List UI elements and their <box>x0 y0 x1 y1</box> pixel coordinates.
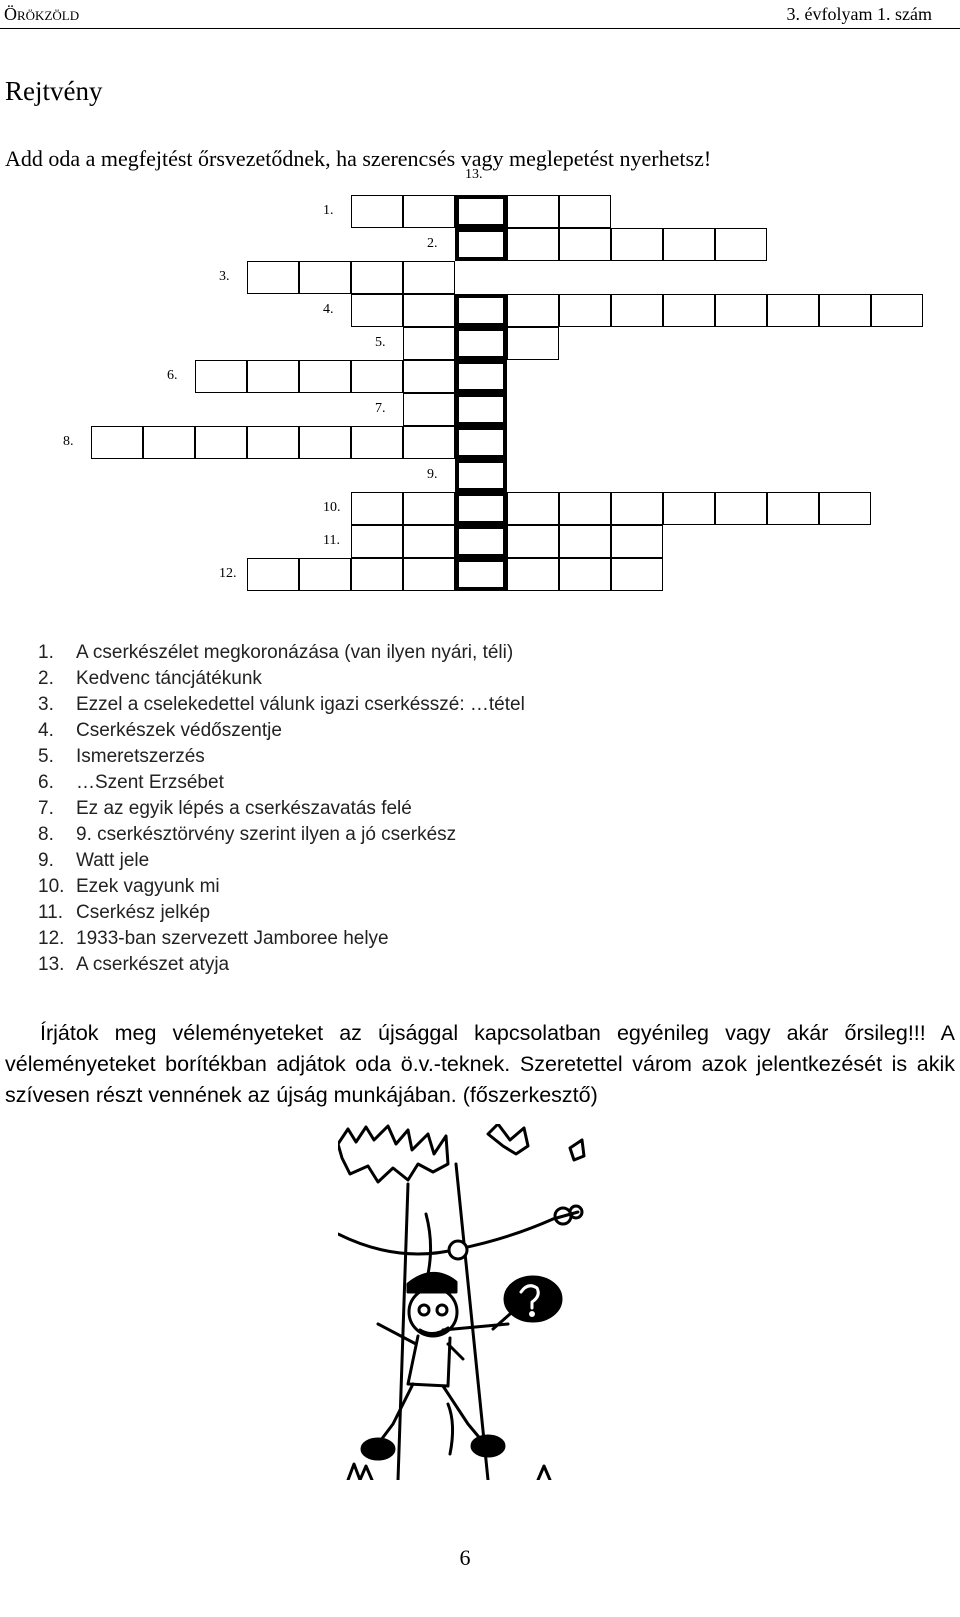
crossword-cell[interactable] <box>819 294 871 327</box>
crossword-cell[interactable] <box>299 261 351 294</box>
crossword-cell[interactable] <box>507 195 559 228</box>
crossword-cell[interactable] <box>507 558 559 591</box>
solution-cell[interactable] <box>455 426 507 459</box>
scout-climbing-tree-cartoon-icon <box>338 1124 588 1480</box>
crossword-cell[interactable] <box>663 294 715 327</box>
crossword-cell[interactable] <box>403 525 455 558</box>
clue-item: 12. 1933-ban szervezett Jamboree helye <box>38 928 389 949</box>
solution-cell[interactable] <box>455 327 507 360</box>
crossword-cell[interactable] <box>611 525 663 558</box>
row-number-label: 2. <box>427 236 438 251</box>
row-number-label: 7. <box>375 401 386 416</box>
crossword-cell[interactable] <box>611 558 663 591</box>
solution-cell[interactable] <box>455 558 507 591</box>
crossword-cell[interactable] <box>351 195 403 228</box>
row-number-label: 12. <box>219 566 237 581</box>
clue-item: 1. A cserkészélet megkoronázása (van ilyen nyári, téli) <box>38 642 514 663</box>
solution-cell[interactable] <box>455 294 507 327</box>
crossword-cell[interactable] <box>507 525 559 558</box>
crossword-cell[interactable] <box>247 261 299 294</box>
solution-cell[interactable] <box>455 195 507 228</box>
clue-item: 8. 9. cserkésztörvény szerint ilyen a jó cserkész <box>38 824 457 845</box>
clue-item: 5. Ismeretszerzés <box>38 746 205 767</box>
crossword-cell[interactable] <box>611 492 663 525</box>
solution-cell[interactable] <box>455 228 507 261</box>
crossword-cell[interactable] <box>559 525 611 558</box>
clue-item: 3. Ezzel a cselekedettel válunk igazi cserkésszé: …tétel <box>38 694 525 715</box>
crossword-cell[interactable] <box>403 195 455 228</box>
row-number-label: 4. <box>323 302 334 317</box>
crossword-cell[interactable] <box>247 426 299 459</box>
clue-item: 11. Cserkész jelkép <box>38 902 211 923</box>
crossword-cell[interactable] <box>143 426 195 459</box>
clue-item: 2. Kedvenc táncjátékunk <box>38 668 262 689</box>
crossword-cell[interactable] <box>299 426 351 459</box>
clue-list <box>38 640 525 978</box>
crossword-cell[interactable] <box>91 426 143 459</box>
crossword-cell[interactable] <box>507 228 559 261</box>
clue-item: 10. Ezek vagyunk mi <box>38 876 220 897</box>
row-number-label: 3. <box>219 269 230 284</box>
crossword-cell[interactable] <box>403 294 455 327</box>
crossword-cell[interactable] <box>715 492 767 525</box>
crossword-cell[interactable] <box>351 492 403 525</box>
crossword-cell[interactable] <box>715 228 767 261</box>
solution-cell[interactable] <box>455 459 507 492</box>
page-title: Rejtvény <box>5 76 103 106</box>
solution-column-label: 13. <box>465 167 483 182</box>
row-number-label: 8. <box>63 434 74 449</box>
clue-item: 6. …Szent Erzsébet <box>38 772 224 793</box>
solution-cell[interactable] <box>455 525 507 558</box>
crossword-cell[interactable] <box>559 558 611 591</box>
solution-cell[interactable] <box>455 393 507 426</box>
crossword-cell[interactable] <box>403 492 455 525</box>
clue-item: 4. Cserkészek védőszentje <box>38 720 282 741</box>
crossword-cell[interactable] <box>403 261 455 294</box>
clue-item: 13. A cserkészet atyja <box>38 954 230 975</box>
row-number-label: 6. <box>167 368 178 383</box>
crossword-cell[interactable] <box>351 360 403 393</box>
crossword-cell[interactable] <box>871 294 923 327</box>
crossword-cell[interactable] <box>663 228 715 261</box>
clue-item: 7. Ez az egyik lépés a cserkészavatás felé <box>38 798 412 819</box>
crossword-cell[interactable] <box>715 294 767 327</box>
crossword-cell[interactable] <box>195 426 247 459</box>
row-number-label: 9. <box>427 467 438 482</box>
crossword-cell[interactable] <box>247 558 299 591</box>
page-number: 6 <box>459 1545 471 1570</box>
crossword-grid <box>0 0 960 620</box>
publication-name: Örökzöld <box>4 4 80 24</box>
crossword-cell[interactable] <box>767 294 819 327</box>
crossword-cell[interactable] <box>403 393 455 426</box>
clue-item: 9. Watt jele <box>38 850 150 871</box>
crossword-cell[interactable] <box>611 228 663 261</box>
editor-note: Írjátok meg véleményeteket az újsággal kapcsolatban egyénileg vagy akár őrsileg!!! A véleményeteket borítékban adjátok oda ö.v.-teknek. Szeretettel várom azok jelentkezését is akik szívesen részt vennének az újság munkájában. (főszerkesztő) <box>5 1021 955 1107</box>
issue-info: 3. évfolyam 1. szám <box>786 4 932 24</box>
crossword-cell[interactable] <box>403 426 455 459</box>
crossword-cell[interactable] <box>819 492 871 525</box>
crossword-cell[interactable] <box>507 294 559 327</box>
crossword-cell[interactable] <box>247 360 299 393</box>
crossword-cell[interactable] <box>559 195 611 228</box>
row-number-label: 5. <box>375 335 386 350</box>
crossword-cell[interactable] <box>767 492 819 525</box>
crossword-cell[interactable] <box>611 294 663 327</box>
crossword-cell[interactable] <box>299 558 351 591</box>
crossword-cell[interactable] <box>403 558 455 591</box>
crossword-cell[interactable] <box>299 360 351 393</box>
solution-cell[interactable] <box>455 492 507 525</box>
crossword-cell[interactable] <box>507 327 559 360</box>
crossword-cell[interactable] <box>351 294 403 327</box>
row-number-label: 10. <box>323 500 341 515</box>
row-number-label: 11. <box>323 533 340 548</box>
crossword-cell[interactable] <box>507 492 559 525</box>
crossword-cell[interactable] <box>351 261 403 294</box>
crossword-cell[interactable] <box>403 360 455 393</box>
crossword-cell[interactable] <box>559 492 611 525</box>
crossword-cell[interactable] <box>403 327 455 360</box>
crossword-cell[interactable] <box>195 360 247 393</box>
solution-cell[interactable] <box>455 360 507 393</box>
crossword-cell[interactable] <box>351 558 403 591</box>
crossword-cell[interactable] <box>559 228 611 261</box>
intro-text: Add oda a megfejtést őrsvezetődnek, ha szerencsés vagy meglepetést nyerhetsz! <box>5 146 712 171</box>
row-number-label: 1. <box>323 203 334 218</box>
crossword-cell[interactable] <box>663 492 715 525</box>
crossword-cell[interactable] <box>559 294 611 327</box>
crossword-cell[interactable] <box>351 426 403 459</box>
crossword-cell[interactable] <box>351 525 403 558</box>
